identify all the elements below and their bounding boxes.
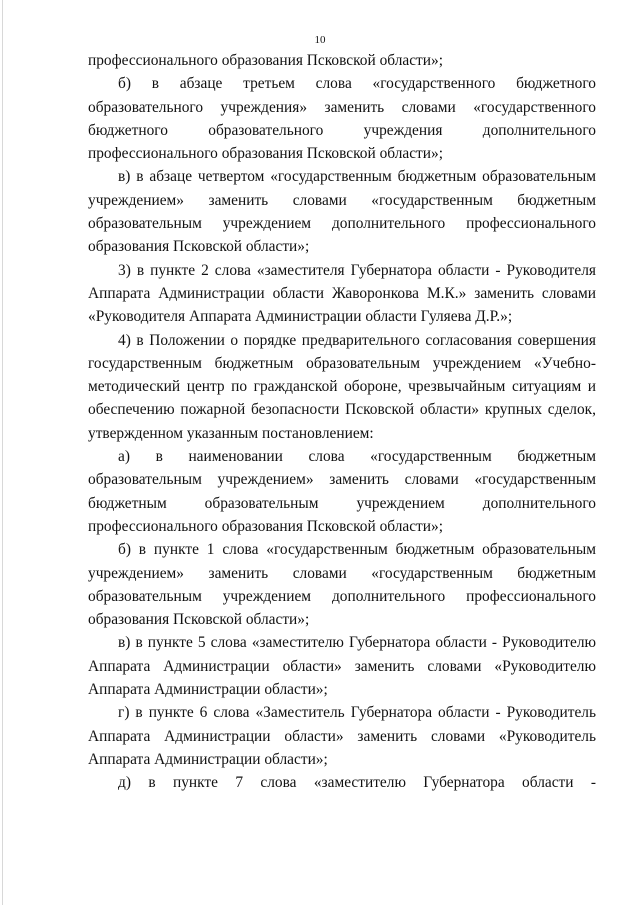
paragraph: в) в абзаце четвертом «государственным бюджетным образовательным учреждением» заменить словами «государственным бюджетным образовательным учреждением дополнительного профессионального образования Псковской области»; (88, 168, 596, 256)
paragraph: профессионального образования Псковской области»; (88, 52, 443, 69)
paragraph: б) в пункте 1 слова «государственным бюджетным образовательным учреждением» заменить словами «государственным бюджетным образовательным учреждением дополнительного профессионального образования Псковской области»; (88, 541, 596, 629)
paragraph: 4) в Положении о порядке предварительного согласования совершения государственным бюджетным образовательным учреждением «Учебно-методический центр по гражданской обороне, чрезвычайным ситуациям и обеспечению пожарной безопасности Псковской области» крупных сделок, утвержденном указанным постановлением: (88, 331, 596, 442)
paragraph: в) в пункте 5 слова «заместителю Губернатора области - Руководителю Аппарата Администрации области» заменить словами «Руководителю Аппарата Администрации области»; (88, 634, 596, 699)
paragraph: д) в пункте 7 слова «заместителю Губернатора области - (118, 774, 596, 792)
page-number: 10 (314, 34, 326, 46)
paragraph: г) в пункте 6 слова «Заместитель Губернатора области - Руководитель Аппарата Администрации области» заменить словами «Руководитель Аппарата Администрации области»; (88, 704, 596, 768)
paragraph: 3) в пункте 2 слова «заместителя Губернатора области - Руководителя Аппарата Администрации области Жаворонкова М.К.» заменить словами «Руководителя Аппарата Администрации области Гуляева Д.Р.»; (88, 261, 596, 326)
paragraph: а) в наименовании слова «государственным бюджетным образовательным учреждением» заменить словами «государственным бюджетным образовательным учреждением дополнительного профессионального образования Псковской области»; (88, 448, 596, 535)
paragraph: б) в абзаце третьем слова «государственного бюджетного образовательного учреждения» заменить словами «государственного бюджетного образовательного учреждения дополнительного профессионального образования Псковской области»; (88, 75, 596, 163)
document-body (88, 49, 596, 795)
